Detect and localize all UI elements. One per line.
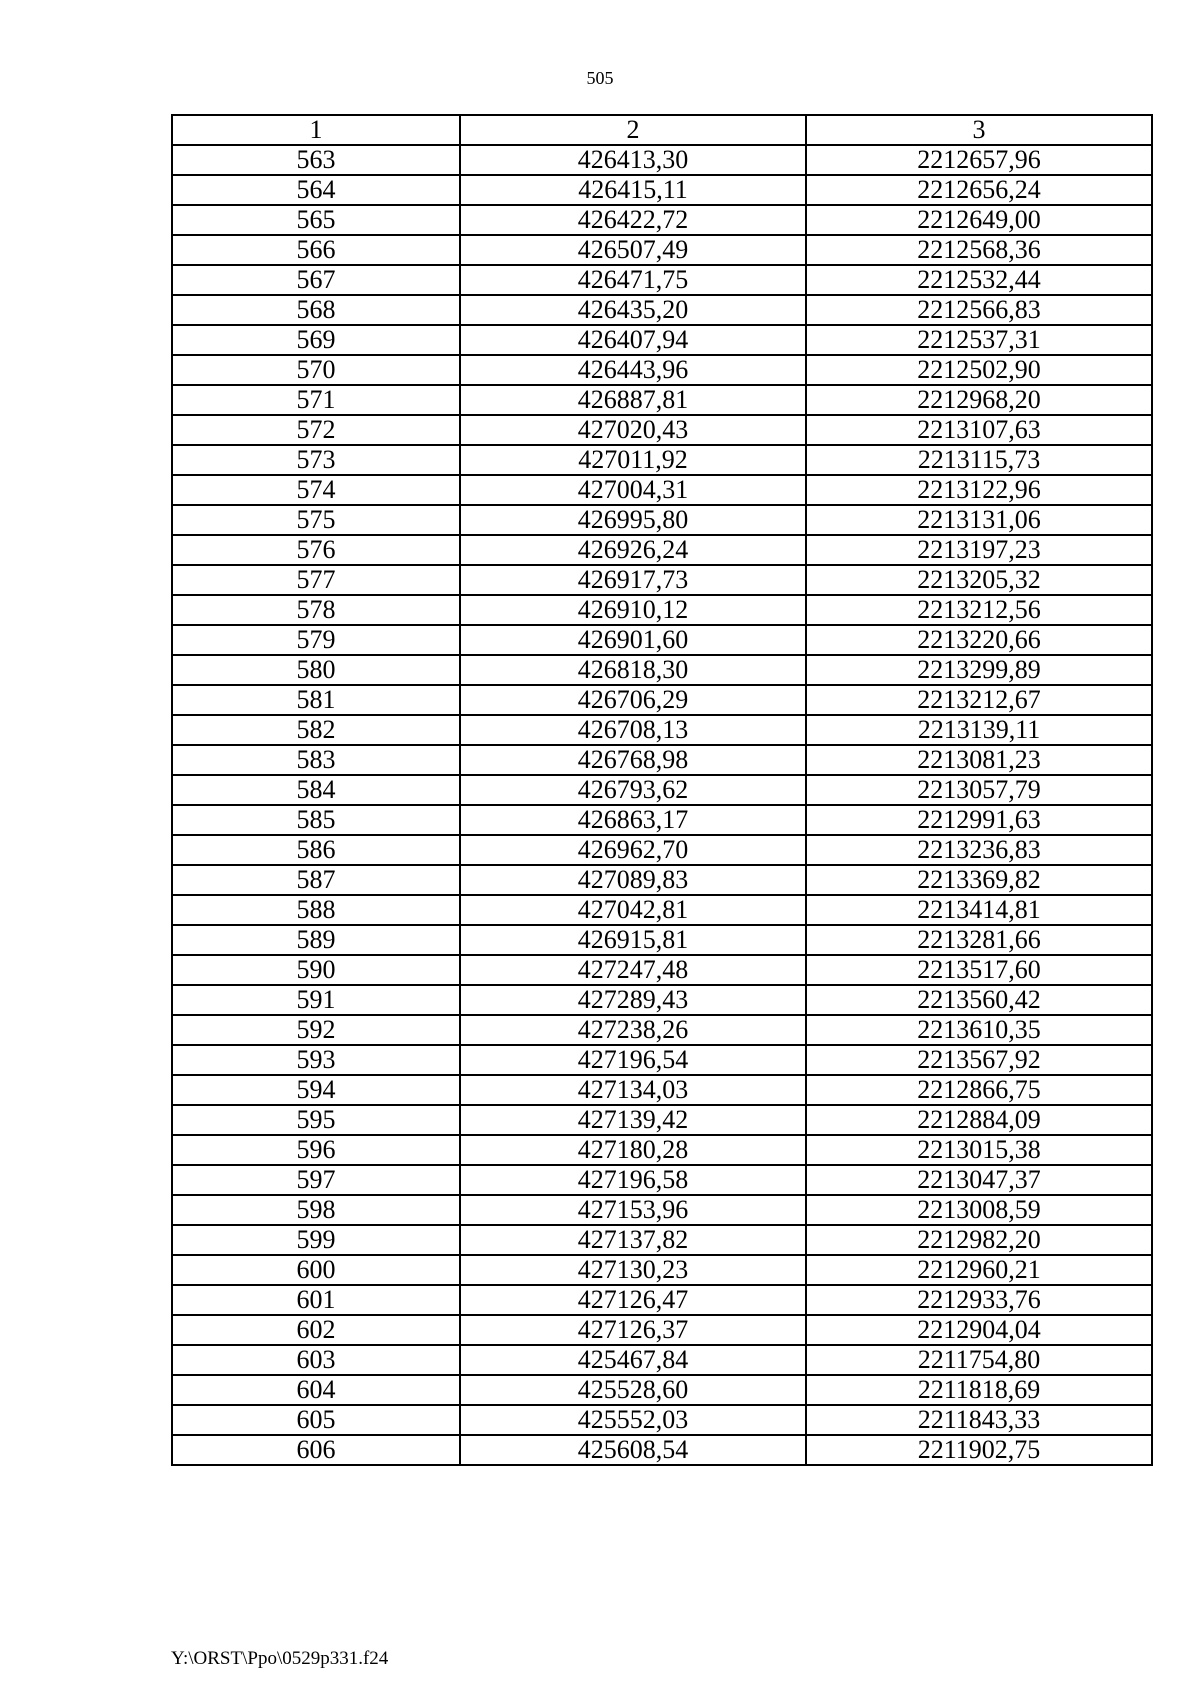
table-row [172,1255,1152,1285]
table-cell: 594 [172,1075,460,1105]
table-cell: 2213236,83 [806,835,1152,865]
table-cell: 427020,43 [460,415,806,445]
table-cell: 587 [172,865,460,895]
table-cell: 2212656,24 [806,175,1152,205]
table-cell: 2212866,75 [806,1075,1152,1105]
table-cell: 426910,12 [460,595,806,625]
table-row [172,445,1152,475]
table-cell: 2213015,38 [806,1135,1152,1165]
table-cell: 2212960,21 [806,1255,1152,1285]
table-cell: 595 [172,1105,460,1135]
table-row [172,745,1152,775]
table-row [172,1435,1152,1465]
table-cell: 427004,31 [460,475,806,505]
page-number: 505 [586,68,614,88]
table-cell: 425467,84 [460,1345,806,1375]
table-row [172,1315,1152,1345]
table-header-row [172,115,1152,145]
table-row [172,145,1152,175]
table-cell: 426471,75 [460,265,806,295]
table-cell: 570 [172,355,460,385]
table-cell: 426708,13 [460,715,806,745]
table-cell: 2213197,23 [806,535,1152,565]
table-cell: 573 [172,445,460,475]
table-cell: 426863,17 [460,805,806,835]
table-cell: 591 [172,985,460,1015]
table-cell: 425552,03 [460,1405,806,1435]
table-cell: 2213220,66 [806,625,1152,655]
table-row [172,355,1152,385]
table-cell: 2212968,20 [806,385,1152,415]
table-cell: 427089,83 [460,865,806,895]
table-cell: 2211843,33 [806,1405,1152,1435]
table-row [172,1285,1152,1315]
table-row [172,265,1152,295]
table-cell: 572 [172,415,460,445]
table-cell: 590 [172,955,460,985]
table-cell: 2213610,35 [806,1015,1152,1045]
table-cell: 581 [172,685,460,715]
table-row [172,235,1152,265]
table-cell: 426435,20 [460,295,806,325]
table-cell: 2213205,32 [806,565,1152,595]
table-cell: 589 [172,925,460,955]
table-cell: 426793,62 [460,775,806,805]
table-row [172,415,1152,445]
table-cell: 427196,58 [460,1165,806,1195]
table-cell: 426443,96 [460,355,806,385]
table-cell: 584 [172,775,460,805]
table-cell: 427042,81 [460,895,806,925]
table-cell: 574 [172,475,460,505]
table-cell: 577 [172,565,460,595]
table-cell: 598 [172,1195,460,1225]
table-cell: 2213369,82 [806,865,1152,895]
table-cell: 2212537,31 [806,325,1152,355]
table-cell: 426415,11 [460,175,806,205]
table-cell: 600 [172,1255,460,1285]
table-cell: 571 [172,385,460,415]
table-cell: 2212568,36 [806,235,1152,265]
table-cell: 586 [172,835,460,865]
table-row [172,655,1152,685]
table-cell: 564 [172,175,460,205]
table-cell: 2213212,56 [806,595,1152,625]
table-cell: 604 [172,1375,460,1405]
table-row [172,1165,1152,1195]
table-cell: 426706,29 [460,685,806,715]
table-cell: 2213517,60 [806,955,1152,985]
table-cell: 426768,98 [460,745,806,775]
table-cell: 588 [172,895,460,925]
table-cell: 427134,03 [460,1075,806,1105]
table-cell: 427126,47 [460,1285,806,1315]
table-cell: 2212649,00 [806,205,1152,235]
table-cell: 585 [172,805,460,835]
table-row [172,205,1152,235]
table-cell: 580 [172,655,460,685]
table-cell: 565 [172,205,460,235]
table-cell: 2213212,67 [806,685,1152,715]
table-cell: 427247,48 [460,955,806,985]
table-cell: 2213131,06 [806,505,1152,535]
table-row [172,505,1152,535]
table-cell: 2211754,80 [806,1345,1152,1375]
table-cell: 2213299,89 [806,655,1152,685]
table-row [172,1015,1152,1045]
table-row [172,535,1152,565]
table-cell: 425528,60 [460,1375,806,1405]
table-cell: 426422,72 [460,205,806,235]
table-cell: 606 [172,1435,460,1465]
table-row [172,1045,1152,1075]
table-cell: 579 [172,625,460,655]
table-cell: 593 [172,1045,460,1075]
table-cell: 569 [172,325,460,355]
table-cell: 2213081,23 [806,745,1152,775]
table-row [172,685,1152,715]
table-cell: 592 [172,1015,460,1045]
table-cell: 2212982,20 [806,1225,1152,1255]
table-cell: 601 [172,1285,460,1315]
table-row [172,625,1152,655]
table-row [172,595,1152,625]
table-row [172,1405,1152,1435]
table-cell: 605 [172,1405,460,1435]
table-cell: 427196,54 [460,1045,806,1075]
table-cell: 2213139,11 [806,715,1152,745]
table-row [172,1225,1152,1255]
table-cell: 426407,94 [460,325,806,355]
table-row [172,985,1152,1015]
table-row [172,385,1152,415]
coordinates-table [171,114,1153,1466]
table-row [172,1135,1152,1165]
table-cell: 578 [172,595,460,625]
table-cell: 2211818,69 [806,1375,1152,1405]
table-row [172,475,1152,505]
table-cell: 427126,37 [460,1315,806,1345]
table-row [172,805,1152,835]
table-cell: 599 [172,1225,460,1255]
table-cell: 2213560,42 [806,985,1152,1015]
table-row [172,1075,1152,1105]
table-cell: 426887,81 [460,385,806,415]
table-cell: 426818,30 [460,655,806,685]
table-cell: 2213047,37 [806,1165,1152,1195]
table-cell: 426507,49 [460,235,806,265]
table-cell: 427130,23 [460,1255,806,1285]
table-cell: 427180,28 [460,1135,806,1165]
table-cell: 426915,81 [460,925,806,955]
table-row [172,865,1152,895]
file-path-footer: Y:\ORST\Ppo\0529p331.f24 [171,1648,389,1669]
table-cell: 2213107,63 [806,415,1152,445]
table-row [172,835,1152,865]
table-cell: 2212566,83 [806,295,1152,325]
table-cell: 2213414,81 [806,895,1152,925]
table-cell: 2213567,92 [806,1045,1152,1075]
table-cell: 575 [172,505,460,535]
column-header: 1 [172,115,460,145]
table-cell: 2212904,04 [806,1315,1152,1345]
table-cell: 426917,73 [460,565,806,595]
table-cell: 2213281,66 [806,925,1152,955]
table-row [172,775,1152,805]
table-cell: 597 [172,1165,460,1195]
table-cell: 426901,60 [460,625,806,655]
table-row [172,925,1152,955]
table-cell: 2212657,96 [806,145,1152,175]
table-cell: 566 [172,235,460,265]
table-row [172,325,1152,355]
table-cell: 2212532,44 [806,265,1152,295]
table-cell: 427139,42 [460,1105,806,1135]
table-row [172,1105,1152,1135]
table-cell: 596 [172,1135,460,1165]
table-row [172,1375,1152,1405]
table-cell: 427011,92 [460,445,806,475]
table-cell: 2212884,09 [806,1105,1152,1135]
table-cell: 603 [172,1345,460,1375]
table-row [172,955,1152,985]
table-row [172,1195,1152,1225]
table-cell: 2213008,59 [806,1195,1152,1225]
column-header: 3 [806,115,1152,145]
table-cell: 2213057,79 [806,775,1152,805]
table-row [172,175,1152,205]
table-cell: 427289,43 [460,985,806,1015]
table-cell: 576 [172,535,460,565]
column-header: 2 [460,115,806,145]
table-cell: 2212991,63 [806,805,1152,835]
table-cell: 2212502,90 [806,355,1152,385]
table-cell: 2213122,96 [806,475,1152,505]
table-cell: 426962,70 [460,835,806,865]
table-row [172,715,1152,745]
table-row [172,295,1152,325]
table-cell: 427238,26 [460,1015,806,1045]
table-cell: 426926,24 [460,535,806,565]
table-cell: 426413,30 [460,145,806,175]
table-cell: 2213115,73 [806,445,1152,475]
table-row [172,895,1152,925]
table-cell: 427153,96 [460,1195,806,1225]
table-cell: 426995,80 [460,505,806,535]
table-cell: 2212933,76 [806,1285,1152,1315]
table-cell: 582 [172,715,460,745]
table-cell: 2211902,75 [806,1435,1152,1465]
table-cell: 563 [172,145,460,175]
table-cell: 583 [172,745,460,775]
table-cell: 568 [172,295,460,325]
table-body [172,145,1152,1465]
table-cell: 567 [172,265,460,295]
table-cell: 602 [172,1315,460,1345]
table-row [172,1345,1152,1375]
table-cell: 425608,54 [460,1435,806,1465]
table-row [172,565,1152,595]
table-cell: 427137,82 [460,1225,806,1255]
